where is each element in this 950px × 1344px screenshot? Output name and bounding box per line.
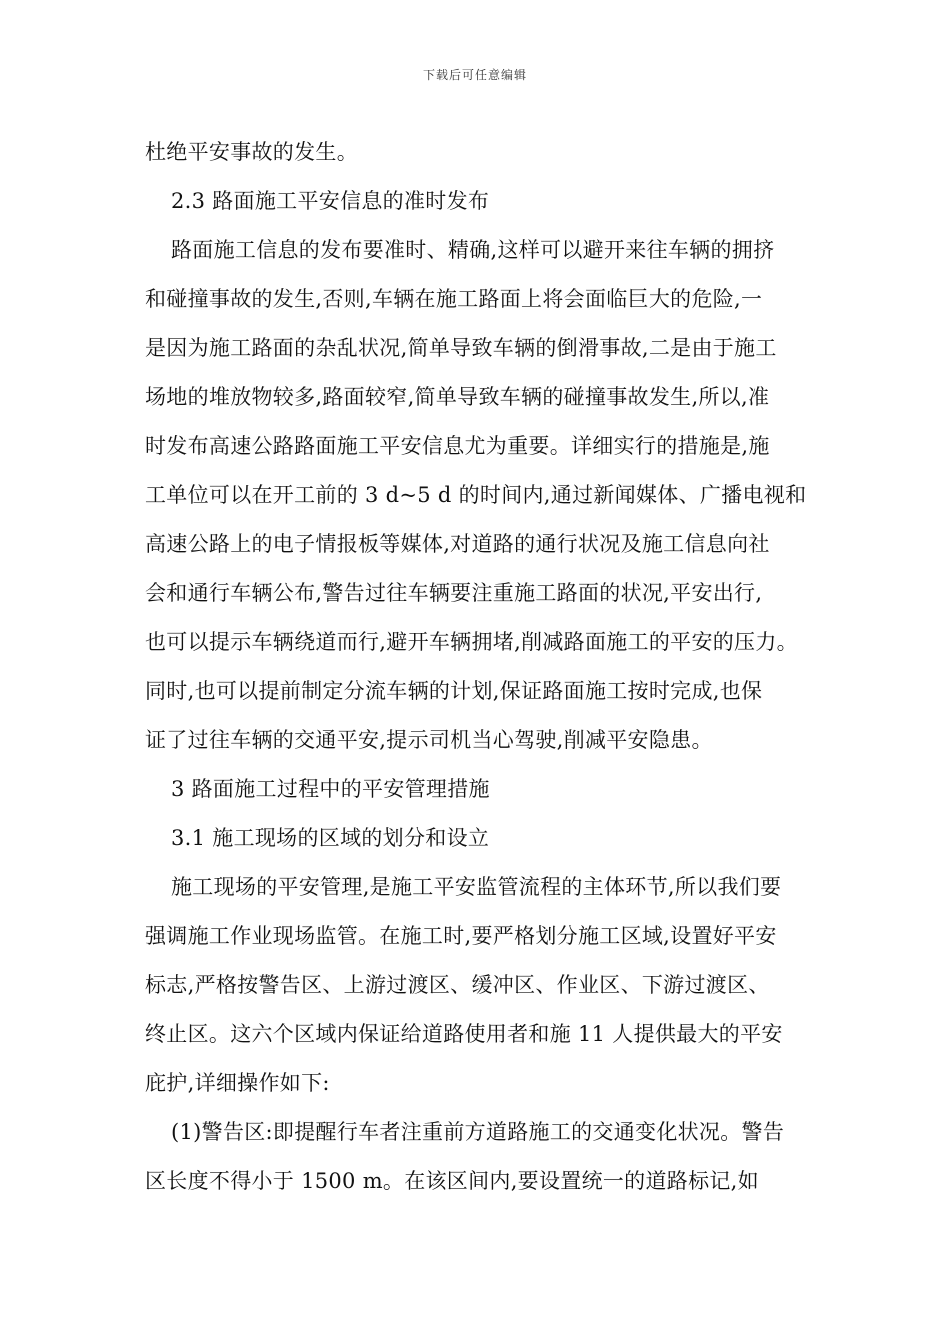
text-line: 庇护,详细操作如下: <box>145 1071 330 1095</box>
text-line: 同时,也可以提前制定分流车辆的计划,保证路面施工按时完成,也保 <box>145 679 763 703</box>
section-heading: 3 路面施工过程中的平安管理措施 <box>171 777 490 801</box>
text-line: 和碰撞事故的发生,否则,车辆在施工路面上将会面临巨大的危险,一 <box>145 287 763 311</box>
page-header: 下载后可任意编辑 <box>422 68 527 82</box>
text-line: (1)警告区:即提醒行车者注重前方道路施工的交通变化状况。警告 <box>171 1120 785 1144</box>
text-line: 强调施工作业现场监管。在施工时,要严格划分施工区域,设置好平安 <box>145 924 777 948</box>
text-line: 施工现场的平安管理,是施工平安监管流程的主体环节,所以我们要 <box>171 875 782 899</box>
text-line: 区长度不得小于 1500 m。在该区间内,要设置统一的道路标记,如 <box>145 1169 759 1193</box>
text-line: 证了过往车辆的交通平安,提示司机当心驾驶,削减平安隐患。 <box>145 728 713 752</box>
text-line: 也可以提示车辆绕道而行,避开车辆拥堵,削减路面施工的平安的压力。 <box>145 630 798 654</box>
text-line: 终止区。这六个区域内保证给道路使用者和施 11 人提供最大的平安 <box>145 1022 783 1046</box>
text-line: 时发布高速公路路面施工平安信息尤为重要。详细实行的措施是,施 <box>145 434 770 458</box>
text-line: 杜绝平安事故的发生。 <box>145 140 358 164</box>
text-line: 场地的堆放物较多,路面较窄,简单导致车辆的碰撞事故发生,所以,准 <box>145 385 770 409</box>
text-line: 路面施工信息的发布要准时、精确,这样可以避开来往车辆的拥挤 <box>171 238 775 262</box>
text-line: 标志,严格按警告区、上游过渡区、缓冲区、作业区、下游过渡区、 <box>145 973 770 997</box>
text-line: 是因为施工路面的杂乱状况,简单导致车辆的倒滑事故,二是由于施工 <box>145 336 777 360</box>
section-heading: 2.3 路面施工平安信息的准时发布 <box>171 189 490 213</box>
text-line: 工单位可以在开工前的 3 d~5 d 的时间内,通过新闻媒体、广播电视和 <box>145 483 807 507</box>
document-body <box>145 128 817 1206</box>
text-line: 会和通行车辆公布,警告过往车辆要注重施工路面的状况,平安出行, <box>145 581 763 605</box>
text-line: 高速公路上的电子情报板等媒体,对道路的通行状况及施工信息向社 <box>145 532 770 556</box>
section-heading: 3.1 施工现场的区域的划分和设立 <box>171 826 490 850</box>
